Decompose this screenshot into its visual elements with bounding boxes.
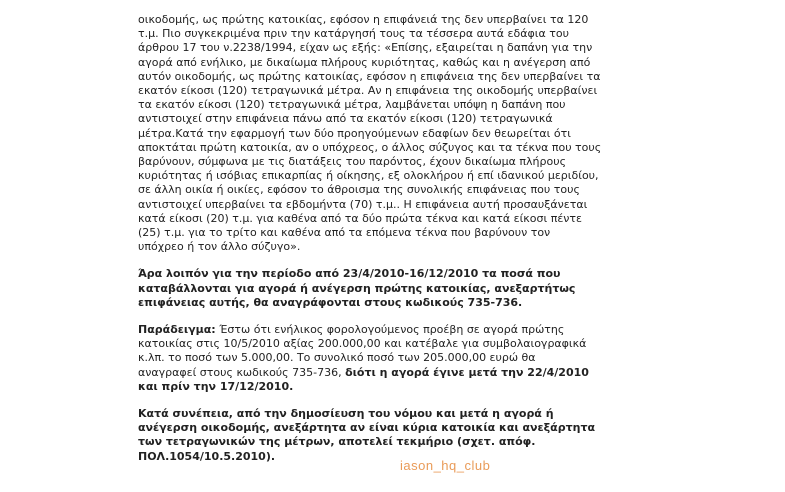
- text-span-bold: διότι η αγορά έγινε μετά την 22/4/2010: [345, 365, 589, 379]
- text-line: άρθρου 17 του ν.2238/1994, είχαν ως εξής: «Επίσης, εξαιρείται η δαπάνη για την: [138, 41, 593, 55]
- text-line: κατά είκοσι (20) τ.μ. για καθένα από τα δύο πρώτα τέκνα και κατά είκοσι πέντε: [138, 211, 582, 225]
- example-label: Παράδειγμα:: [138, 323, 216, 337]
- text-line: κατοικίας στις 10/5/2010 αξίας 200.000,00 και κατέβαλε για συμβολαιογραφικά: [138, 337, 587, 351]
- text-line: οικοδομής, ως πρώτης κατοικίας, εφόσον η επιφάνειά της δεν υπερβαίνει τα 120: [138, 13, 589, 26]
- text-line: τα εκατόν είκοσι (120) τετραγωνικά μέτρα, λαμβάνεται υπόψη η δαπάνη που: [138, 98, 566, 112]
- text-line: καταβάλλονται για αγορά ή ανέγερση πρώτης κατοικίας, ανεξαρτήτως: [138, 281, 576, 295]
- text-line: Άρα λοιπόν για την περίοδο από 23/4/2010-16/12/2010 τα ποσά που: [138, 267, 561, 281]
- text-line: κυριότητας ή ισόβιας επικαρπίας ή οίκησης, εξ ολοκλήρου ή επί ιδανικού μεριδίου,: [138, 169, 599, 183]
- text-line: αγορά από ενήλικο, με δικαίωμα πλήρους κυριότητας, καθώς και η ανέγερση από: [138, 55, 591, 69]
- text-line: [138, 323, 638, 337]
- text-line: υπόχρεο ή τον άλλο σύζυγο».: [138, 240, 301, 254]
- text-line: αυτόν οικοδομής, ως πρώτης κατοικίας, εφόσον η επιφάνεια της δεν υπερβαίνει τα: [138, 69, 601, 83]
- text-line: σε άλλη οικία ή οικίες, εφόσον το άθροισμα της συνολικής επιφάνειας που τους: [138, 183, 580, 197]
- text-line: των τετραγωνικών της μέτρων, αποτελεί τεκμήριο (σχετ. απόφ.: [138, 435, 536, 449]
- text-span: Έστω ότι ενήλικος φορολογούμενος προέβη σε αγορά πρώτης: [215, 323, 565, 337]
- watermark: iason_hq_club: [400, 458, 491, 473]
- text-line: (25) τ.μ. για το τρίτο και καθένα από τα επόμενα τέκνα που βαρύνουν τον: [138, 226, 551, 240]
- text-line: τ.μ. Πιο συγκεκριμένα πριν την κατάργησή τους τα τέσσερα αυτά εδάφια του: [138, 27, 569, 41]
- text-line: βαρύνουν, σύμφωνα με τις διατάξεις του παρόντος, έχουν δικαίωμα πλήρους: [138, 155, 567, 169]
- paragraph-law-text: [138, 13, 638, 254]
- document-body: [138, 13, 638, 464]
- text-line: αποκτάται πρώτη κατοικία, αν ο υπόχρεος, ο άλλος σύζυγος και τα τέκνα που τους: [138, 140, 602, 154]
- paragraph-conclusion: [138, 407, 638, 464]
- text-span: αναγραφεί στους κωδικούς 735-736,: [138, 365, 346, 379]
- text-line: [138, 366, 638, 380]
- text-line: εκατόν είκοσι (120) τετραγωνικά μέτρα. Αν η επιφάνεια της οικοδομής υπερβαίνει: [138, 84, 598, 98]
- text-line: αντιστοιχεί στην επιφάνεια πάνω από τα εκατόν είκοσι (120) τετραγωνικά: [138, 112, 553, 126]
- text-line: ΠΟΛ.1054/10.5.2010).: [138, 449, 276, 463]
- text-line: και πρίν την 17/12/2010.: [138, 379, 294, 393]
- text-line: ανέγερση οικοδομής, ανεξάρτητα αν είναι κύρια κατοικία και ανεξάρτητα: [138, 421, 596, 435]
- paragraph-period-summary: [138, 267, 638, 310]
- paragraph-example: [138, 323, 638, 394]
- text-line: κ.λπ. το ποσό των 5.000,00. Το συνολικό ποσό των 205.000,00 ευρώ θα: [138, 351, 536, 365]
- text-line: Κατά συνέπεια, από την δημοσίευση του νόμου και μετά η αγορά ή: [138, 407, 554, 421]
- text-line: μέτρα.Κατά την εφαρμογή των δύο προηγούμενων εδαφίων δεν θεωρείται ότι: [138, 126, 571, 140]
- text-line: αντιστοιχεί υπερβαίνει τα εβδομήντα (70) τ.μ.. Η επιφάνεια αυτή προσαυξάνεται: [138, 197, 588, 211]
- text-line: επιφάνειας αυτής, θα αναγράφονται στους κωδικούς 735-736.: [138, 295, 523, 309]
